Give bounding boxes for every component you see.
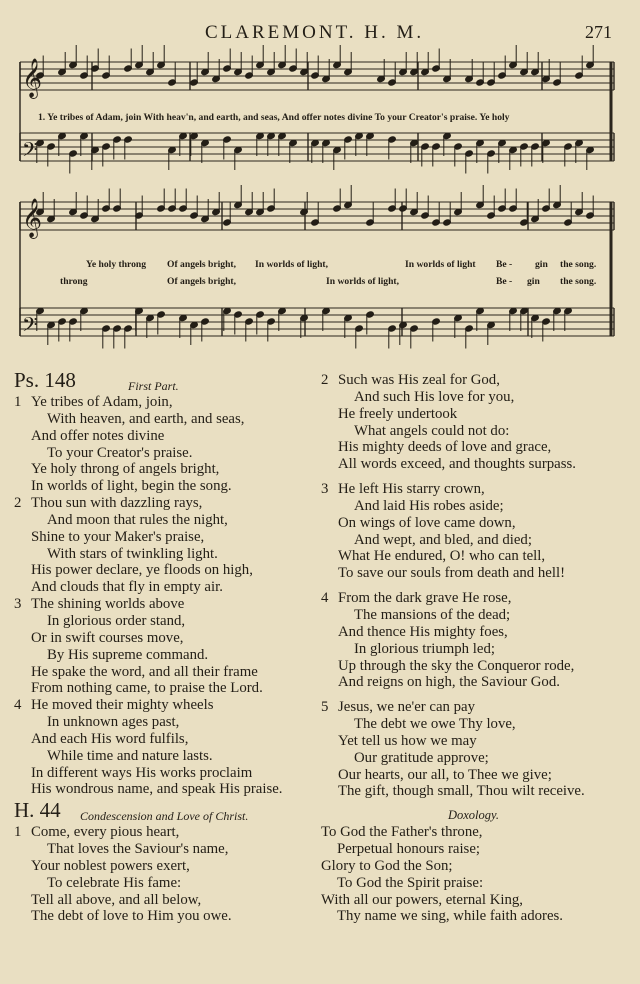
verse-1-line-4: To your Creator's praise. <box>47 444 193 461</box>
verse-number: 1 <box>14 394 22 410</box>
doxology-line-2: Perpetual honours raise; <box>337 841 480 858</box>
lyric-upper-5: Be - <box>496 259 513 270</box>
verse-number: 5 <box>321 699 329 716</box>
verse-3-line-5: What He endured, O! who can tell, <box>338 548 546 565</box>
verse-1-line-2: With heaven, and earth, and seas, <box>47 410 245 427</box>
verse-4-line-5: Up through the sky the Conqueror rode, <box>338 657 575 674</box>
verse-2-line-6: All words exceed, and thoughts surpass. <box>338 456 576 473</box>
verse-4-line-4: In glorious triumph led; <box>354 640 495 657</box>
doxology-title: Doxology. <box>447 808 500 823</box>
doxology-line-5: With all our powers, eternal King, <box>321 891 523 908</box>
lyric-upper-4: In worlds of light <box>405 259 476 270</box>
verse-1-line-4: To celebrate His fame: <box>47 874 182 891</box>
tune-title: CLAREMONT. H. M. <box>205 22 425 43</box>
verse-number: 4 <box>14 697 22 714</box>
music-score <box>0 0 640 370</box>
verse-2-line-4: What angels could not do: <box>354 422 510 439</box>
verse-1-line-3: Your noblest powers exert, <box>31 857 190 874</box>
verse-4-line-6: His wondrous name, and speak His praise. <box>31 781 283 798</box>
verse-number: 1 <box>14 824 22 841</box>
verse-4-line-3: And thence His mighty foes, <box>338 623 508 640</box>
system1-lyric: 1. Ye tribes of Adam, join With heav'n, and earth, and seas, And offer notes divine To your Creator's praise. Ye holy <box>38 112 510 123</box>
doxology-line-6: Thy name we sing, while faith adores. <box>337 908 563 925</box>
verse-number: 3 <box>14 596 22 613</box>
lyric-lower-1: throng <box>60 276 88 287</box>
verse-2-line-2: And such His love for you, <box>354 388 515 405</box>
verse-4-line-1: 4 From the dark grave He rose, <box>321 590 512 607</box>
verse-2-line-5: His mighty deeds of love and grace, <box>338 439 552 456</box>
ps148-heading <box>14 368 314 394</box>
verse-number: 4 <box>321 590 329 607</box>
lyric-lower-6: the song. <box>560 276 597 287</box>
verse-4-line-1: 4 He moved their mighty wheels <box>14 697 214 714</box>
verse-1-line-5: Ye holy throng of angels bright, <box>31 461 220 478</box>
lyric-upper-1: Ye holy throng <box>86 259 147 270</box>
verse-2-line-1: 2 Such was His zeal for God, <box>321 372 500 388</box>
verse-1-line-5: Tell all above, and all below, <box>31 891 202 908</box>
verse-3-line-3: On wings of love came down, <box>338 514 516 531</box>
verse-2-line-4: With stars of twinkling light. <box>47 545 218 562</box>
verse-3-line-5: He spake the word, and all their frame <box>31 663 258 680</box>
lyric-upper-7: the song. <box>560 259 597 270</box>
right-column <box>321 372 626 925</box>
lyric-lower-2: Of angels bright, <box>167 276 237 287</box>
verse-1-line-1: 1 Come, every pious heart, <box>14 824 180 841</box>
verse-2-line-5: His power declare, ye floods on high, <box>31 562 253 579</box>
verse-3-line-6: From nothing came, to praise the Lord. <box>31 680 263 697</box>
svg-text:𝄢: 𝄢 <box>22 138 38 166</box>
hymn-title: Condescension and Love of Christ. <box>80 809 249 824</box>
verse-5-line-6: The gift, though small, Thou wilt receive. <box>338 783 585 800</box>
verse-1-line-3: And offer notes divine <box>31 427 165 444</box>
hymn-number: H. 44 <box>14 798 61 823</box>
lyric-lower-4: Be - <box>496 276 513 287</box>
verse-number: 3 <box>321 481 329 498</box>
svg-text:𝄞: 𝄞 <box>22 198 43 238</box>
verse-1-line-6: The debt of love to Him you owe. <box>31 908 232 925</box>
verse-3-line-6: To save our souls from death and hell! <box>338 565 566 582</box>
h44-heading <box>14 798 314 824</box>
verse-2-line-3: Shine to your Maker's praise, <box>31 528 205 545</box>
verse-5-line-5: Our hearts, our all, to Thee we give; <box>338 766 552 783</box>
doxology-line-4: To God the Spirit praise: <box>337 874 484 891</box>
svg-text:𝄞: 𝄞 <box>22 58 43 98</box>
verse-3-line-2: And laid His robes aside; <box>354 497 504 514</box>
verse-2-line-6: And clouds that fly in empty air. <box>31 579 223 596</box>
svg-text:𝄢: 𝄢 <box>22 313 38 341</box>
verse-1-line-1: 1 Ye tribes of Adam, join, <box>14 394 173 410</box>
verse-1-line-2: That loves the Saviour's name, <box>47 841 229 858</box>
verse-2-line-3: He freely undertook <box>338 405 458 422</box>
verse-number: 2 <box>321 372 329 388</box>
psalm-part: First Part. <box>128 379 179 393</box>
verse-5-line-4: Our gratitude approve; <box>354 749 489 766</box>
verse-5-line-2: The debt we owe Thy love, <box>354 716 516 733</box>
lyric-upper-6: gin <box>535 259 548 270</box>
lyric-upper-2: Of angels bright, <box>167 259 237 270</box>
page-number: 271 <box>585 22 612 42</box>
verse-number: 2 <box>14 495 22 512</box>
verse-4-line-4: While time and nature lasts. <box>47 747 213 764</box>
verse-3-line-4: By His supreme command. <box>47 646 209 663</box>
doxology-line-3: Glory to God the Son; <box>321 857 453 874</box>
verse-4-line-3: And each His word fulfils, <box>31 730 189 747</box>
verse-4-line-2: The mansions of the dead; <box>354 606 511 623</box>
lyric-upper-3: In worlds of light, <box>255 259 329 270</box>
verse-4-line-2: In unknown ages past, <box>47 714 180 731</box>
verse-2-line-2: And moon that rules the night, <box>47 511 228 528</box>
doxology-line-1: To God the Father's throne, <box>321 824 483 841</box>
verse-5-line-1: 5 Jesus, we ne'er can pay <box>321 699 476 716</box>
verse-3-line-4: And wept, and bled, and died; <box>354 531 532 548</box>
verse-3-line-1: 3 He left His starry crown, <box>321 481 485 498</box>
verse-3-line-1: 3 The shining worlds above <box>14 596 185 613</box>
verse-3-line-3: Or in swift courses move, <box>31 629 184 646</box>
verse-4-line-5: In different ways His works proclaim <box>31 764 253 781</box>
lyric-lower-3: In worlds of light, <box>326 276 400 287</box>
verse-5-line-3: Yet tell us how we may <box>338 732 477 749</box>
verse-2-line-1: 2 Thou sun with dazzling rays, <box>14 495 203 512</box>
verse-4-line-6: And reigns on high, the Saviour God. <box>338 674 560 691</box>
verse-1-line-6: In worlds of light, begin the song. <box>31 478 232 495</box>
lyric-lower-5: gin <box>527 276 540 287</box>
verse-3-line-2: In glorious order stand, <box>47 612 186 629</box>
psalm-number: Ps. 148 <box>14 368 76 392</box>
left-column <box>14 368 314 925</box>
